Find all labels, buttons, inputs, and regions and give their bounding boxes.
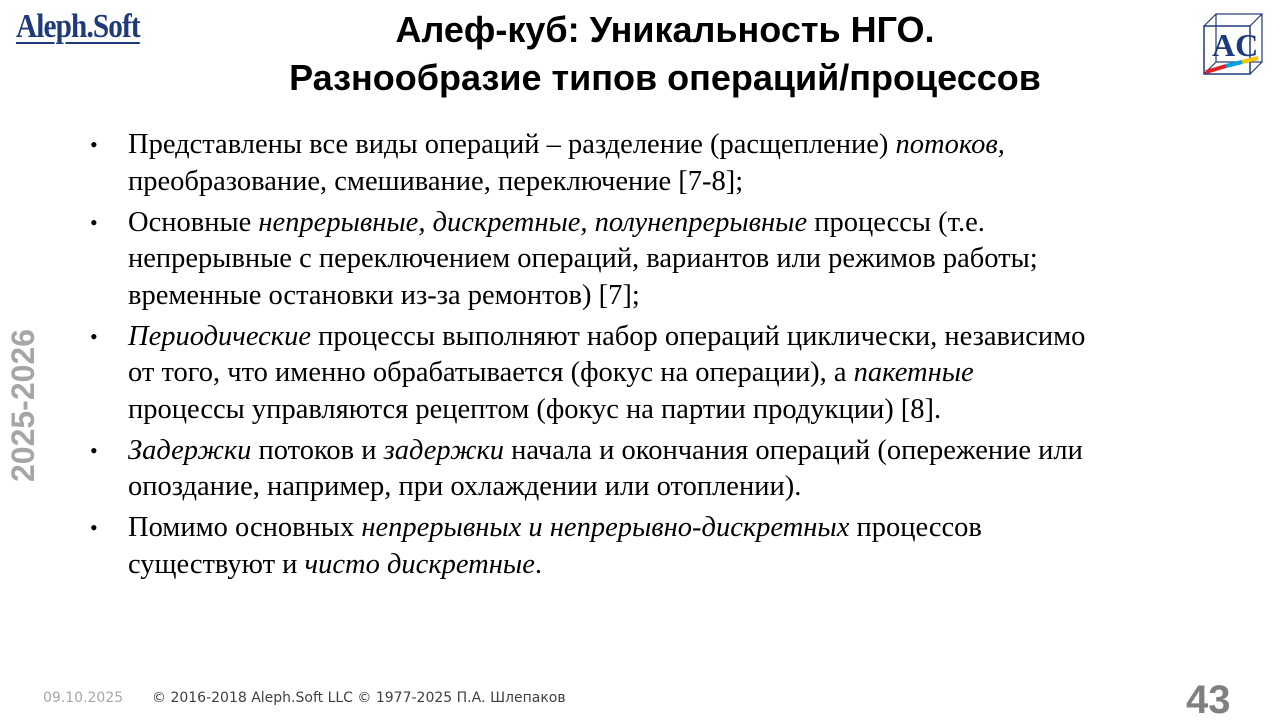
bullet-text xyxy=(128,207,1038,311)
bullet-item xyxy=(90,127,1090,200)
bullet-text-regular: процессы (т.е. непрерывные с переключением операций, вариантов или режимов работы; временные остановки из-за ремонтов) [7]; xyxy=(128,206,1038,311)
bullet-text-regular: потоков и xyxy=(251,434,384,466)
bullet-text-regular: Помимо основных xyxy=(128,512,362,543)
page-number: 43 xyxy=(1186,678,1231,720)
bullet-text-italic: непрерывных и непрерывно-дискретных xyxy=(361,512,850,543)
bullet-text-regular: преобразование, смешивание, переключение [7-8]; xyxy=(128,165,744,197)
bullet-text-italic: Задержки xyxy=(128,434,252,466)
bullet-icon: • xyxy=(90,323,98,349)
bullet-list xyxy=(90,127,1090,588)
bullet-item xyxy=(90,319,1090,429)
bullet-text xyxy=(128,435,1083,503)
bullet-text-regular: . xyxy=(534,548,542,580)
alephsoft-logo: Aleph.Soft xyxy=(16,8,140,45)
bullet-text-regular: процессы управляются рецептом (фокус на партии продукции) [8]. xyxy=(128,393,942,425)
bullet-icon: • xyxy=(90,132,98,157)
bullet-icon: • xyxy=(90,437,98,463)
bullet-text xyxy=(128,129,1005,197)
bullet-text-italic: Периодические xyxy=(128,320,312,352)
bullet-item xyxy=(90,510,1090,583)
bullet-text-italic: задержки xyxy=(383,434,505,466)
slide-title-line-2: Разнообразие типов операций/процессов xyxy=(289,57,1041,98)
bullet-text xyxy=(128,321,1085,425)
footer-copyright: © 2016-2018 Aleph.Soft LLC © 1977-2025 П.А. Шлепаков xyxy=(152,690,566,706)
footer-date: 09.10.2025 xyxy=(43,690,124,706)
slide-title xyxy=(160,6,1170,102)
bullet-icon: • xyxy=(90,515,98,540)
bullet-icon: • xyxy=(90,209,98,235)
bullet-text-italic: потоков, xyxy=(895,129,1005,160)
bullet-text-regular: Представлены все виды операций – разделение (расщепление) xyxy=(128,129,896,160)
bullet-text-regular: процессы выполняют набор операций циклически, независимо от того, что именно обрабатывается (фокус на операции), а xyxy=(128,320,1086,388)
bullet-text-italic: чисто дискретные xyxy=(304,548,535,580)
bullet-text-regular: Основные xyxy=(128,206,259,238)
bullet-item xyxy=(90,433,1090,506)
bullet-text-regular: процессов существуют и xyxy=(128,512,982,580)
academic-years-label: 2025-2026 xyxy=(5,328,41,482)
bullet-item xyxy=(90,205,1090,315)
bullet-text-italic: непрерывные, дискретные, полунепрерывные xyxy=(258,206,808,238)
aleph-cube-logo xyxy=(1202,12,1264,76)
bullet-text-regular: начала и окончания операций (опережение или опоздание, например, при охлаждении или отоплении). xyxy=(128,434,1083,502)
cube-logo-letters: AC xyxy=(1212,27,1259,63)
bullet-text-italic: пакетные xyxy=(853,357,974,388)
bullet-text xyxy=(128,512,982,580)
slide-title-line-1: Алеф-куб: Уникальность НГО. xyxy=(395,9,935,50)
